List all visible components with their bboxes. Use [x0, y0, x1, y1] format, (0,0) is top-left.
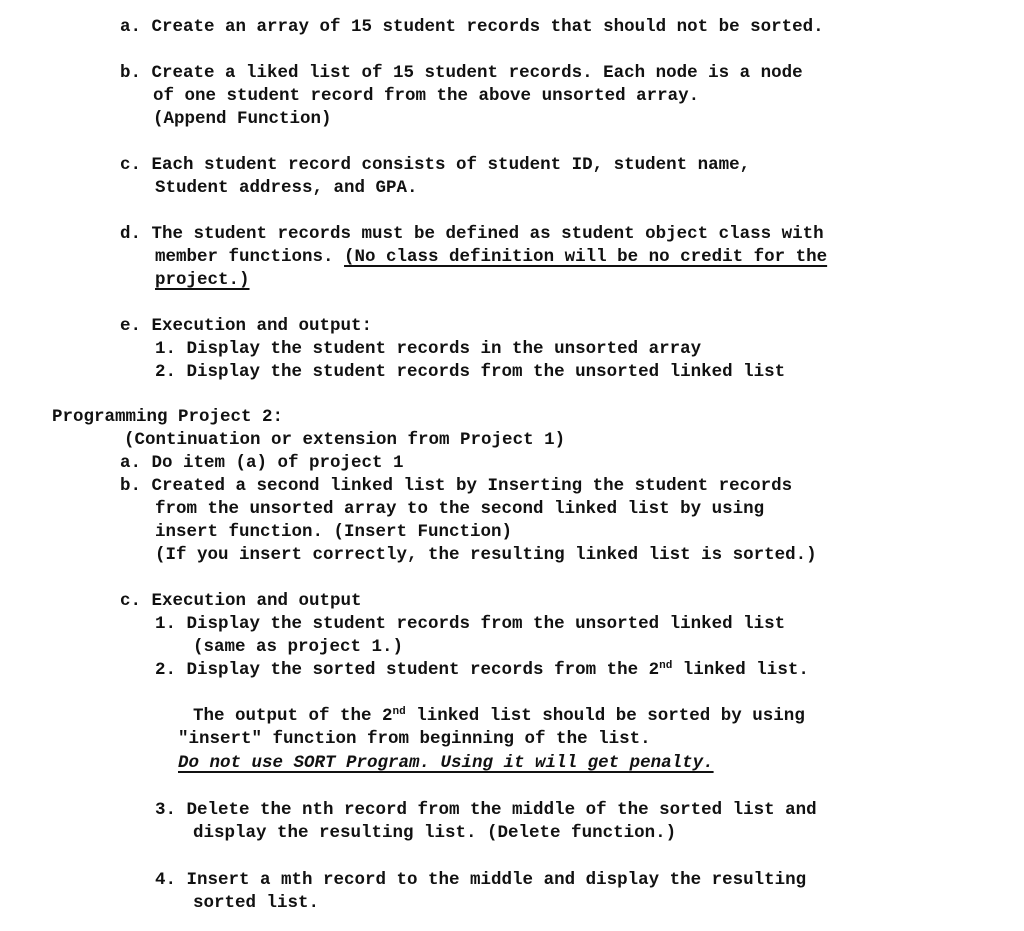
p1-item-c-line2: Student address, and GPA. — [155, 178, 418, 198]
p1-item-d-line1: d. The student records must be defined as student object class with — [120, 224, 824, 244]
p2-item-c-4-line2: sorted list. — [193, 893, 320, 913]
p2-note-line1-post: linked list should be sorted by using — [405, 706, 805, 726]
p2-note-line1 — [193, 705, 805, 728]
p1-item-d-plain: member functions. — [155, 247, 345, 267]
p2-item-c-2 — [155, 659, 809, 682]
p2-item-c-title: c. Execution and output — [120, 591, 362, 611]
p2-item-b-line4: (If you insert correctly, the resulting linked list is sorted.) — [155, 545, 817, 565]
p2-item-b-line1: b. Created a second linked list by Inserting the student records — [120, 476, 793, 496]
p1-item-b-line3: (Append Function) — [153, 109, 332, 129]
p2-item-c-4-line1: 4. Insert a mth record to the middle and display the resulting — [155, 870, 807, 890]
p1-item-c-line1: c. Each student record consists of student ID, student name, — [120, 155, 751, 175]
p1-item-d-underlined: (No class definition will be no credit for the — [344, 247, 828, 267]
p2-item-c-1-line1: 1. Display the student records from the unsorted linked list — [155, 614, 786, 634]
p1-item-d-line2 — [155, 246, 827, 269]
p1-item-e-title: e. Execution and output: — [120, 316, 373, 336]
p2-subtitle: (Continuation or extension from Project 1) — [124, 430, 566, 450]
p2-note-warning: Do not use SORT Program. Using it will get penalty. — [178, 753, 714, 773]
p1-item-e-2: 2. Display the student records from the unsorted linked list — [155, 362, 786, 382]
p2-note-line1-pre: The output of the 2 — [193, 706, 393, 726]
p1-item-a: a. Create an array of 15 student records that should not be sorted. — [120, 17, 824, 37]
p2-item-c-2-post: linked list. — [672, 660, 809, 680]
p1-item-d-line3: project.) — [155, 270, 250, 290]
p1-item-e-1: 1. Display the student records in the unsorted array — [155, 339, 702, 359]
p2-item-c-3-line2: display the resulting list. (Delete function.) — [193, 823, 677, 843]
p2-item-c-1-line2: (same as project 1.) — [193, 637, 404, 657]
p2-item-b-line2: from the unsorted array to the second linked list by using — [155, 499, 765, 519]
p2-heading: Programming Project 2: — [52, 407, 284, 427]
p2-item-b-line3: insert function. (Insert Function) — [155, 522, 513, 542]
p1-item-b-line2: of one student record from the above unsorted array. — [153, 86, 700, 106]
p2-item-a: a. Do item (a) of project 1 — [120, 453, 404, 473]
p2-item-c-3-line1: 3. Delete the nth record from the middle of the sorted list and — [155, 800, 817, 820]
p2-item-c-2-sup: nd — [659, 660, 673, 672]
p2-note-line2: "insert" function from beginning of the list. — [178, 729, 651, 749]
p2-note-line1-sup: nd — [392, 706, 406, 718]
p1-item-b-line1: b. Create a liked list of 15 student records. Each node is a node — [120, 63, 803, 83]
p2-item-c-2-pre: 2. Display the sorted student records from the 2 — [155, 660, 660, 680]
